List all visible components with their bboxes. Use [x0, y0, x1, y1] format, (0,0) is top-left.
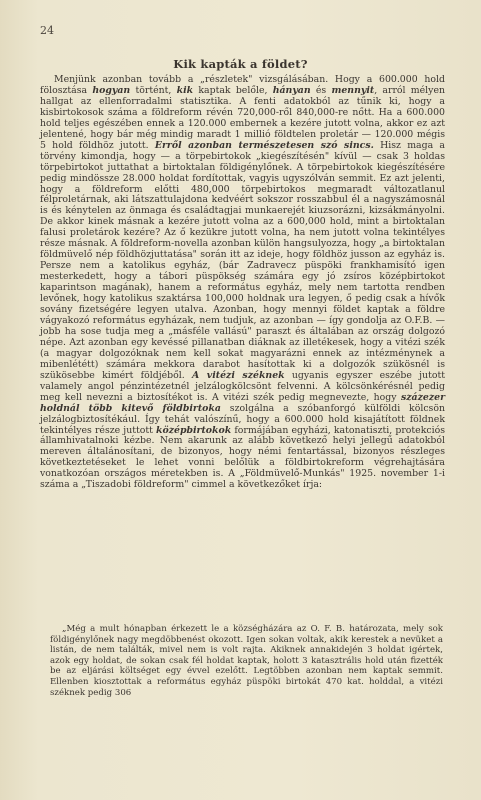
emphasis-text: középbirtokok — [155, 424, 232, 436]
emphasis-text: kik — [176, 84, 194, 96]
text-run: történt, — [130, 84, 177, 96]
page-number: 24 — [40, 24, 54, 37]
text-run: szolgálna a szóbanforgó külföldi kölcsön jelzálogbiztosítékául. Így tehát valószínű, hogy a 600.000 hold kisajátított földnek tekintélyes része juttott — [40, 402, 445, 436]
text-run: kaptak belőle, — [193, 84, 273, 96]
body-text — [40, 75, 445, 491]
emphasis-text: A vitézi széknek — [191, 369, 285, 381]
quote-paragraph: „Még a mult hónapban érkezett le a községházára az O. F. B. határozata, mely sok földigénylőnek nagy megdöbbenést okozott. Igen sokan voltak, akik kerestek a nevüket a listán, de nem találták, mivel nem is volt rajta. Akiknek annakidején 3 holdat igértek, azok egy holdat, de sokan csak fél holdat kaptak, holott 3 katasztrális hold után fizették be az eljárási költséget egy évvel ezelőtt. Legtöbben azonban nem kaptak semmit. Ellenben kiosztottak a református egyház püspöki birtokát 470 kat. holddal, a vitézi széknek pedig 306 — [50, 624, 443, 698]
emphasis-text: hogyan — [92, 84, 131, 96]
body-paragraph — [40, 75, 445, 491]
emphasis-text: százezer holdnál több kitevő földbirtoka — [40, 391, 445, 414]
emphasis-text: Erről azonban természetesen szó sincs. — [154, 139, 374, 151]
page-title: Kik kapták a földet? — [173, 57, 308, 71]
text-run: Hisz maga a törvény kimondja, hogy — a törpebirtokok „kiegészítésén" kívül — csak 3 holdas törpebirtokot juttathat a birtoktalan földigénylőnek. A törpebirtokok kiegészítésére pedig mindössze 28.000 holdat fordítottak, vagyis ugyszólván semmit. Ez azt jelenti, hogy a földreform előtti 480,000 törpebirtokos megmaradt változatlanul félproletárnak, aki látszattulajdona kedvéért sokszor rosszabbul él a nagyszámosnál is és kénytelen az önmaga és családtagjai munkaerejét kiuzsorázni, kizsákmányolni. De akkor kinek másnak a kezére jutott volna az a 600,000 hold, mint a birtoktalan falusi proletárok kezére? Az ő kezükre jutott volna, ha nem jutott volna tekintélyes része másnak. A földreform-novella azonban külön hangsulyozza, hogy „a birtoktalan földmüvelő nép földhözjuttatása" során itt az ideje, hogy földhöz jusson az egyház is. Persze nem a katolikus egyház, (bár Zadravecz püspöki frankhamisító igen mesterkedett, hogy a tábori püspökség számára egy jó zsíros középbirtokot kaparintson magának), hanem a református egyház, mely nem tartotta rendben levőnek, hogy katolikus szaktársa 100,000 holdnak ura legyen, ő pedig csak a hívők sovány fizetségére legyen utalva. Azonban, hogy mennyi földet kaptak a földre vágyakozó református egyházak, nem tudjuk, az azonban — így gondolja az O.F.B. — jobb ha sose tudja meg a „másféle vallású" paraszt és általában az ország dolgozó népe. Azt azonban egy kevéssé pillanatban diáknak az illetékesek, hogy a vitézi szék (a magyar dolgozóknak nem kell sokat magyarázni ennek az intézménynek a mibenlététt) számára mekkora darabot hasítottak ki a dolgozók szükösnél is szükösebbe kimért földjéből. — [40, 139, 445, 381]
text-run: Menjünk azonban tovább a „részletek" vizsgálásában. Hogy a 600.000 hold fölosztása — [40, 74, 445, 96]
emphasis-text: hányan — [272, 84, 311, 96]
text-run: és — [310, 84, 332, 96]
text-run: ugyanis egyszer eszébe jutott valamely angol pénzintézetnél jelzálogkölcsönt felvenni. A kölcsönkérésnél pedig meg kell nevezni a biztosítékot is. A vitézi szék pedig megnevezte, hogy — [40, 369, 445, 403]
text-run: formájában egyházi, katonatiszti, protekciós államhivatalnoki kézbe. Nem akarunk az alább következő helyi jellegű adatokból mereven általánosítani, de bizonyos, hogy némi fentartással, bizonyos részleges következtetéseket le lehet vonni belőlük a földbirtokreform végrehajtására vonatkozóan országos méretekben is. A „Földmüvelő-Munkás" 1925. november 1-i száma a „Tiszadobi földreform" cimmel a következőket írja: — [40, 424, 445, 491]
emphasis-text: mennyit — [331, 84, 375, 96]
quoted-article — [50, 624, 443, 698]
text-run: , arról mélyen hallgat az ellenforradalmi statisztika. A fenti adatokból az tűnik ki, hogy a kisbirtokosok száma a földreform révén 720,000-ről 840,000-re nőtt. Ha a 600.000 hold teljes egészében ennek a 120.000 embernek a kezére jutott volna, akkor ez azt jelentené, hogy bár még mindig maradt 1 millió földtelen proletár — 120.000 mégis 5 hold földhöz jutott. — [40, 84, 445, 151]
